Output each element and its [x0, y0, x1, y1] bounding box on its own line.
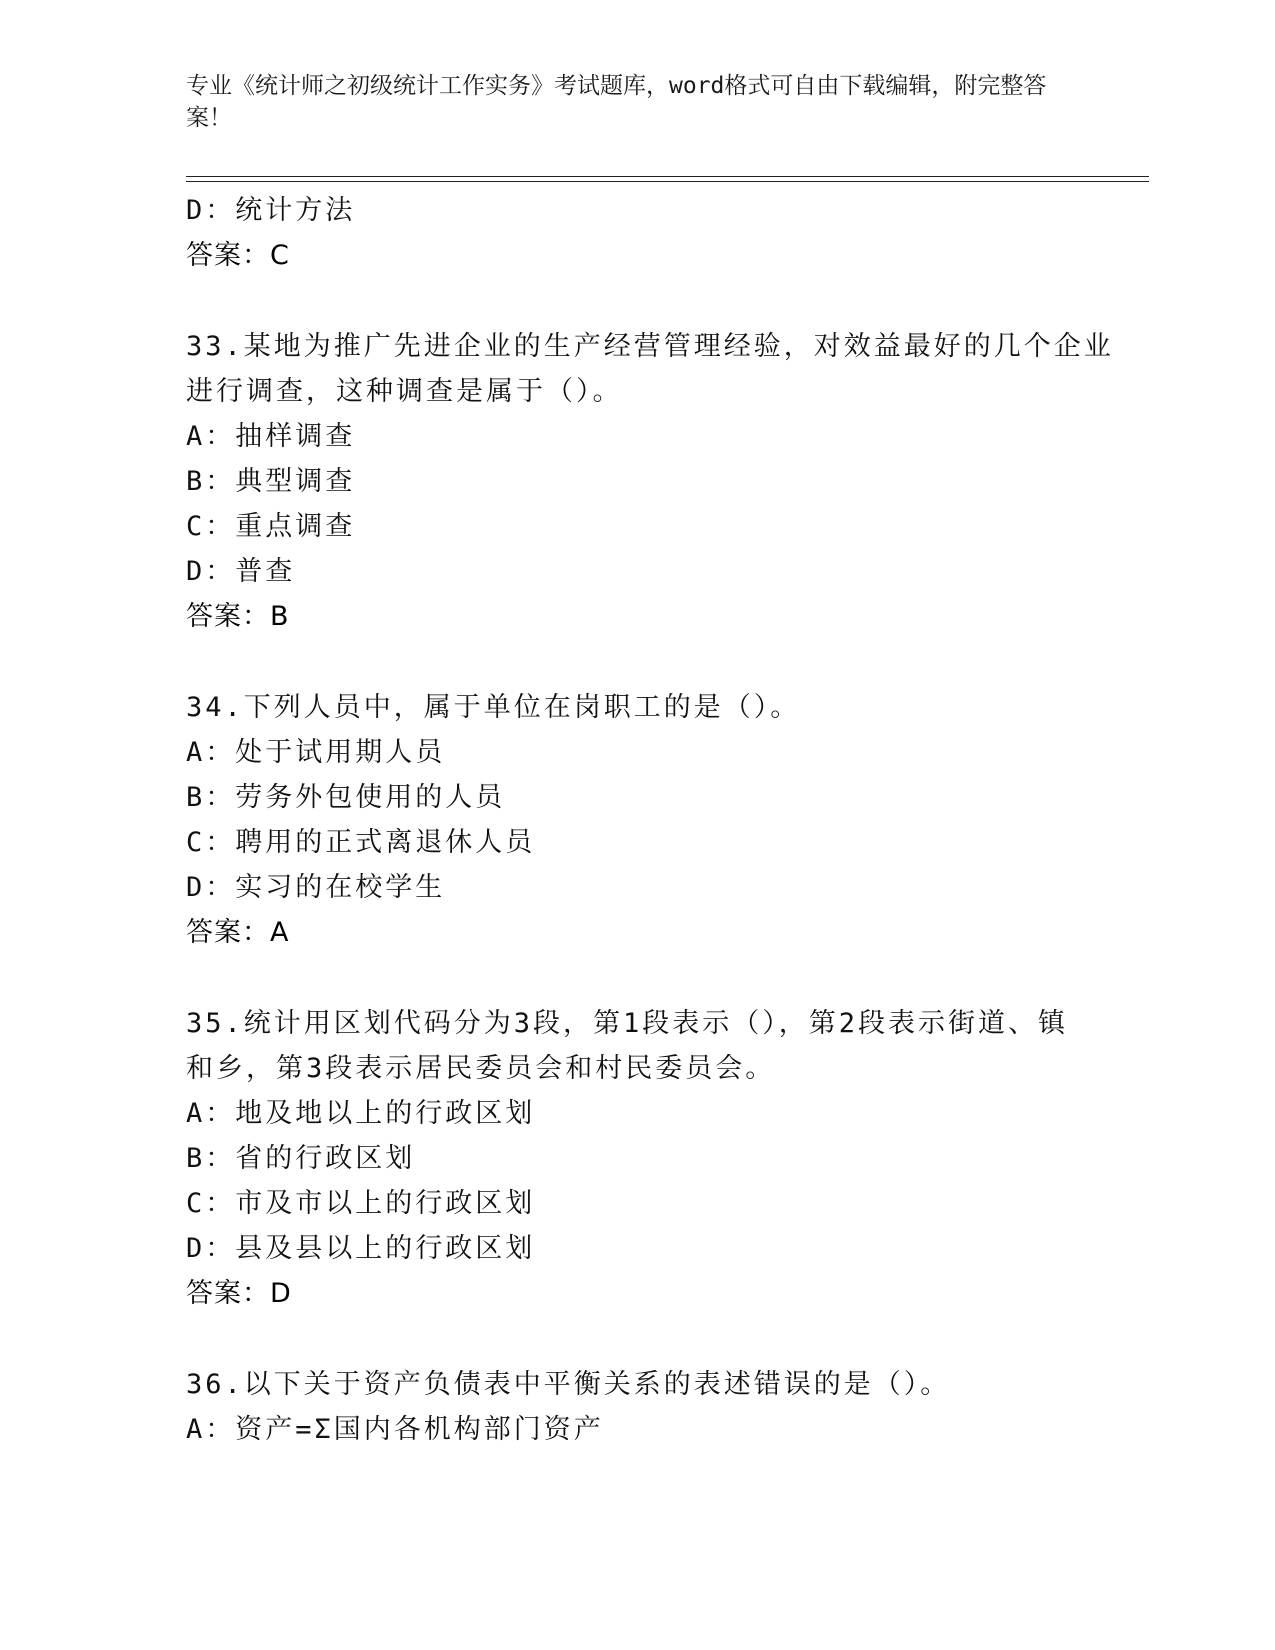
option-line: D：实习的在校学生 [186, 872, 446, 903]
header-rule-top [186, 176, 1149, 177]
question-text: 35.统计用区划代码分为3段，第1段表示（），第2段表示街道、镇 [186, 1008, 1069, 1039]
option-line: D：普查 [186, 556, 296, 587]
answer-line: 答案：A [186, 917, 290, 948]
question-text: 和乡，第3段表示居民委员会和村民委员会。 [186, 1053, 776, 1084]
question-text: 33.某地为推广先进企业的生产经营管理经验，对效益最好的几个企业 [186, 331, 1114, 362]
question-text: 36.以下关于资产负债表中平衡关系的表述错误的是（）。 [186, 1369, 951, 1400]
option-line: B：典型调查 [186, 466, 356, 497]
question-block [186, 685, 1086, 955]
document-header: 专业《统计师之初级统计工作实务》考试题库，word格式可自由下载编辑，附完整答案！ [186, 73, 1047, 131]
option-line: D：县及县以上的行政区划 [186, 1233, 536, 1264]
option-line: B：省的行政区划 [186, 1143, 416, 1174]
question-block [186, 1362, 1086, 1452]
option-line: A：处于试用期人员 [186, 737, 446, 768]
answer-line: 答案：B [186, 601, 290, 632]
answer-line: 答案：C [186, 240, 290, 271]
option-line: C：市及市以上的行政区划 [186, 1188, 536, 1219]
option-line: A：资产=Σ国内各机构部门资产 [186, 1414, 604, 1445]
option-line: C：重点调查 [186, 511, 356, 542]
answer-line: 答案：D [186, 1278, 292, 1309]
option-line: A：地及地以上的行政区划 [186, 1098, 536, 1129]
question-text: 34.下列人员中，属于单位在岗职工的是（）。 [186, 692, 801, 723]
question-block [186, 324, 1114, 639]
question-text: 进行调查，这种调查是属于（）。 [186, 376, 623, 407]
question-block [186, 1001, 1086, 1316]
question-block [186, 188, 1086, 278]
option-line: B：劳务外包使用的人员 [186, 782, 506, 813]
option-line: A：抽样调查 [186, 421, 356, 452]
option-line: C：聘用的正式离退休人员 [186, 827, 536, 858]
header-rule-bottom [186, 181, 1149, 182]
option-line: D：统计方法 [186, 195, 356, 226]
question-content [186, 188, 1114, 1452]
